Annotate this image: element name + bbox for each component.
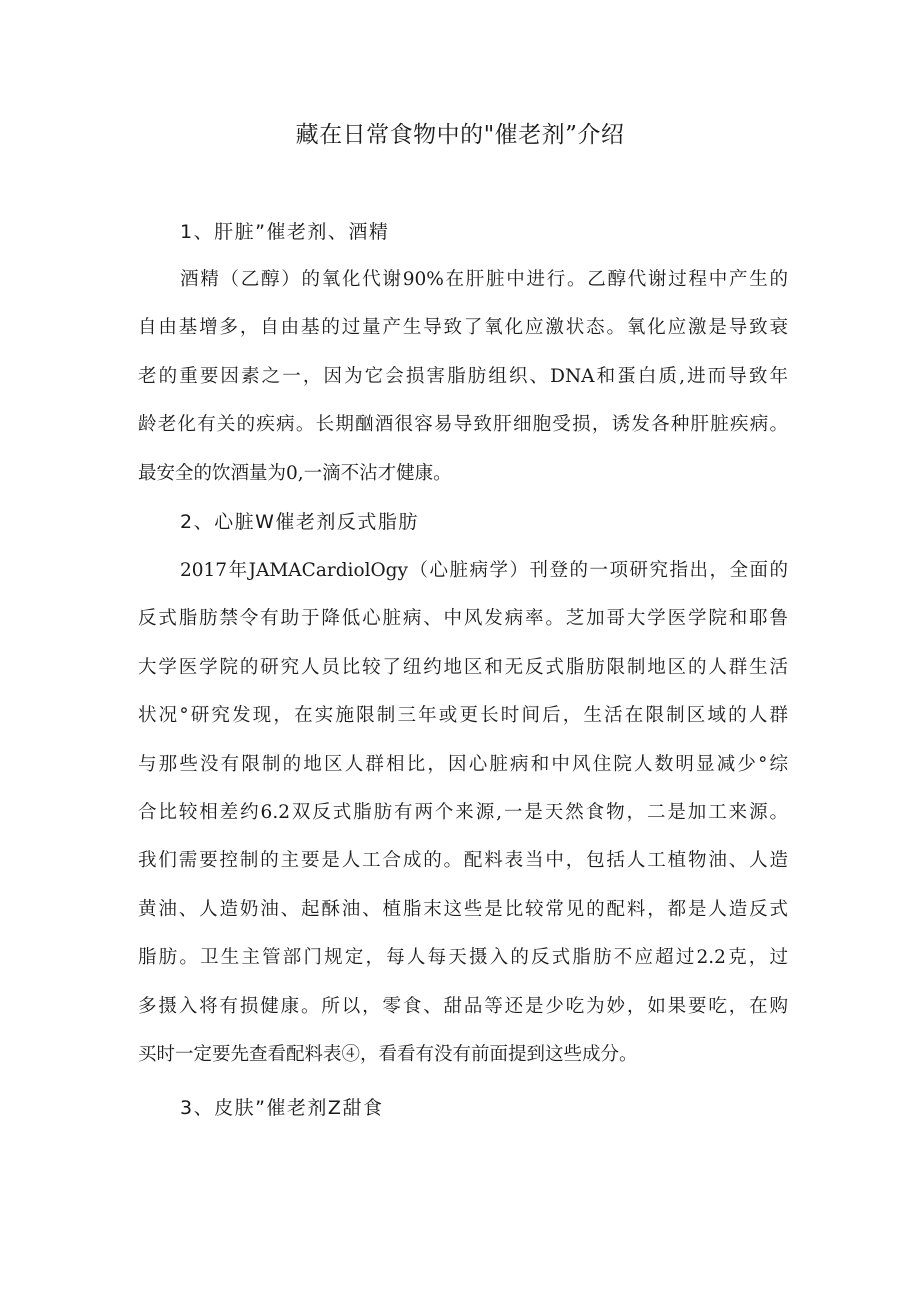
paragraph-line: 合比较相差约6.2双反式脂肪有两个来源,一是天然食物，二是加工来源。 [138, 801, 788, 823]
paragraph-line: 与那些没有限制的地区人群相比，因心脏病和中风住院人数明显减少°综 [138, 753, 788, 775]
paragraph-line: 自由基增多，自由基的过量产生导致了氧化应激状态。氧化应激是导致衰 [138, 317, 788, 339]
paragraph-line: 最安全的饮酒量为0,一滴不沾才健康。 [138, 462, 452, 484]
paragraph-line: 大学医学院的研究人员比较了纽约地区和无反式脂肪限制地区的人群生活 [138, 656, 788, 678]
paragraph-line: 龄老化有关的疾病。长期酗酒很容易导致肝细胞受损，诱发各种肝脏疾病。 [138, 414, 788, 436]
section-paragraph-heart [138, 547, 788, 1079]
paragraph-line: 2017年JAMACardiolOgy（心脏病学）刊登的一项研究指出，全面的 [180, 560, 788, 581]
document-title: 藏在日常食物中的"催老剂”介绍 [295, 122, 625, 148]
paragraph-line: 老的重要因素之一，因为它会损害脂肪组织、DNA和蛋白质,进而导致年 [138, 365, 788, 387]
section-heading-skin: 3、皮肤”催老剂Z甜食 [180, 1097, 384, 1119]
paragraph-line: 多摄入将有损健康。所以，零食、甜品等还是少吃为妙，如果要吃，在购 [138, 995, 788, 1017]
paragraph-line: 状况°研究发现，在实施限制三年或更长时间后，生活在限制区域的人群 [138, 705, 788, 727]
section-paragraph-liver [138, 256, 788, 498]
paragraph-line: 我们需要控制的主要是人工合成的。配料表当中，包括人工植物油、人造 [138, 850, 788, 872]
paragraph-line: 酒精（乙醇）的氧化代谢90%在肝脏中进行。乙醇代谢过程中产生的 [180, 269, 788, 290]
paragraph-line: 脂肪。卫生主管部门规定，每人每天摄入的反式脂肪不应超过2.2克，过 [138, 947, 788, 969]
paragraph-line: 黄油、人造奶油、起酥油、植脂末这些是比较常见的配料，都是人造反式 [138, 898, 788, 920]
paragraph-line: 反式脂肪禁令有助于降低心脏病、中风发病率。芝加哥大学医学院和耶鲁 [138, 608, 788, 630]
section-heading-heart: 2、心脏W催老剂反式脂肪 [180, 511, 419, 533]
section-heading-liver: 1、肝脏”催老剂、酒精 [180, 221, 390, 243]
paragraph-line: 买时一定要先查看配料表④，看看有没有前面提到这些成分。 [138, 1043, 638, 1065]
